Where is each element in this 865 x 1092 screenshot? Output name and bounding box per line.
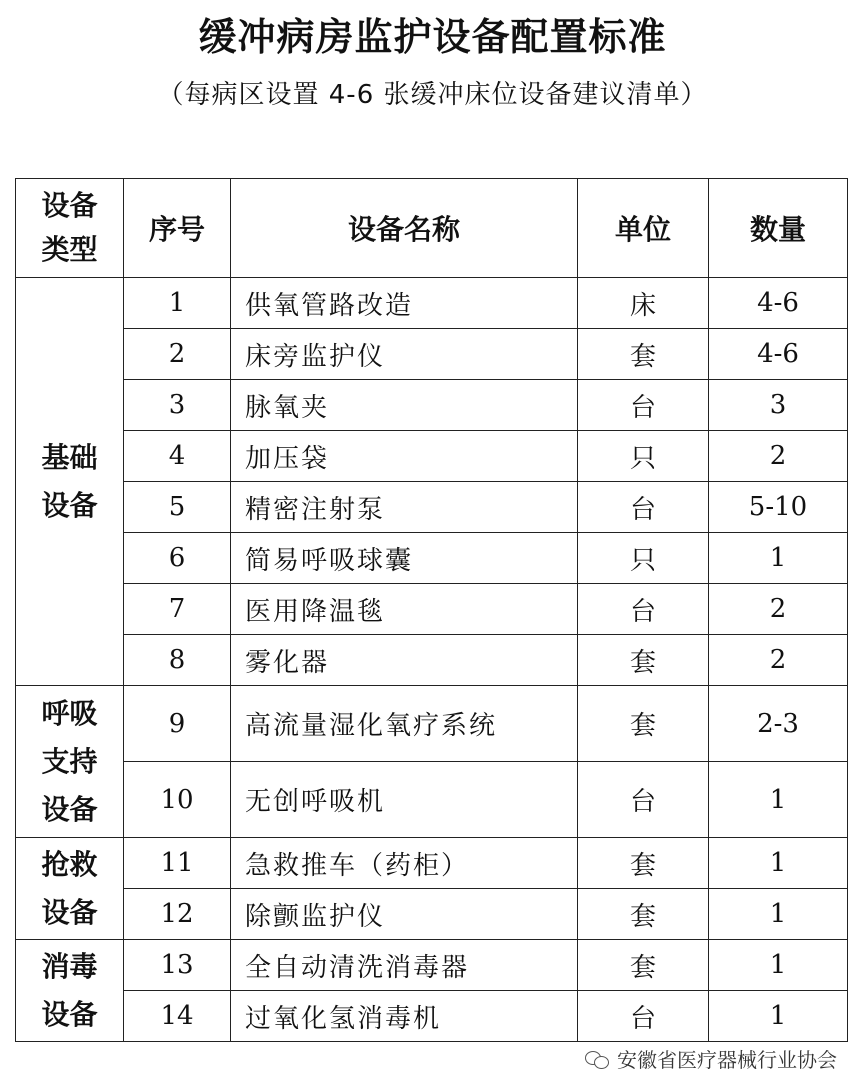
cell-unit: 台 [578, 482, 709, 533]
cell-unit: 套 [578, 329, 709, 380]
cell-qty: 2-3 [709, 686, 848, 762]
cell-name: 供氧管路改造 [231, 278, 578, 329]
cell-qty: 1 [709, 533, 848, 584]
header-type-line1: 设备 [41, 189, 98, 222]
category-label: 支持 [41, 744, 98, 778]
watermark [585, 1044, 837, 1073]
cell-seq: 13 [124, 940, 231, 991]
cell-qty: 1 [709, 940, 848, 991]
category-rescue [16, 838, 124, 940]
cell-name: 急救推车（药柜） [231, 838, 578, 889]
cell-unit: 套 [578, 635, 709, 686]
cell-qty: 4-6 [709, 329, 848, 380]
table-row [16, 838, 848, 889]
cell-name: 简易呼吸球囊 [231, 533, 578, 584]
cell-seq: 14 [124, 991, 231, 1042]
cell-name: 过氧化氢消毒机 [231, 991, 578, 1042]
cell-seq: 2 [124, 329, 231, 380]
cell-qty: 2 [709, 431, 848, 482]
header-unit: 单位 [578, 179, 709, 278]
table-row [16, 329, 848, 380]
category-label: 设备 [41, 488, 98, 522]
cell-unit: 套 [578, 889, 709, 940]
cell-qty: 3 [709, 380, 848, 431]
cell-name: 脉氧夹 [231, 380, 578, 431]
cell-unit: 套 [578, 686, 709, 762]
header-type-line2: 类型 [41, 233, 98, 266]
cell-qty: 1 [709, 762, 848, 838]
cell-unit: 台 [578, 380, 709, 431]
category-label: 基础 [41, 440, 98, 474]
table-row [16, 991, 848, 1042]
category-respiratory [16, 686, 124, 838]
cell-qty: 2 [709, 584, 848, 635]
cell-qty: 5-10 [709, 482, 848, 533]
cell-unit: 台 [578, 991, 709, 1042]
table-row [16, 584, 848, 635]
category-label: 消毒 [41, 949, 98, 983]
wechat-icon [585, 1049, 611, 1069]
category-label: 设备 [41, 997, 98, 1031]
table-row [16, 380, 848, 431]
category-label: 抢救 [41, 847, 98, 881]
cell-unit: 套 [578, 838, 709, 889]
table-row [16, 889, 848, 940]
table-row [16, 278, 848, 329]
category-label: 设备 [41, 895, 98, 929]
cell-qty: 2 [709, 635, 848, 686]
cell-unit: 只 [578, 533, 709, 584]
cell-name: 雾化器 [231, 635, 578, 686]
cell-seq: 4 [124, 431, 231, 482]
cell-seq: 12 [124, 889, 231, 940]
cell-seq: 11 [124, 838, 231, 889]
cell-seq: 9 [124, 686, 231, 762]
cell-name: 加压袋 [231, 431, 578, 482]
header-qty: 数量 [709, 179, 848, 278]
cell-unit: 套 [578, 940, 709, 991]
page-title: 缓冲病房监护设备配置标准 [198, 15, 667, 59]
watermark-text: 安徽省医疗器械行业协会 [617, 1048, 837, 1072]
header-type [16, 179, 124, 278]
cell-qty: 1 [709, 889, 848, 940]
table-row [16, 762, 848, 838]
cell-unit: 只 [578, 431, 709, 482]
cell-seq: 3 [124, 380, 231, 431]
cell-name: 床旁监护仪 [231, 329, 578, 380]
table-header-row [16, 179, 848, 278]
cell-seq: 10 [124, 762, 231, 838]
table-row [16, 533, 848, 584]
cell-unit: 床 [578, 278, 709, 329]
header-name: 设备名称 [231, 179, 578, 278]
cell-seq: 7 [124, 584, 231, 635]
cell-name: 精密注射泵 [231, 482, 578, 533]
cell-qty: 1 [709, 838, 848, 889]
cell-unit: 台 [578, 584, 709, 635]
equipment-table [15, 178, 848, 1042]
cell-name: 医用降温毯 [231, 584, 578, 635]
page-subtitle: （每病区设置 4-6 张缓冲床位设备建议清单） [157, 80, 708, 110]
cell-seq: 8 [124, 635, 231, 686]
category-basic [16, 278, 124, 686]
table-row [16, 940, 848, 991]
category-label: 设备 [41, 792, 98, 826]
header-seq: 序号 [124, 179, 231, 278]
cell-qty: 4-6 [709, 278, 848, 329]
table-row [16, 635, 848, 686]
cell-seq: 1 [124, 278, 231, 329]
cell-seq: 5 [124, 482, 231, 533]
cell-qty: 1 [709, 991, 848, 1042]
table-row [16, 686, 848, 762]
cell-name: 除颤监护仪 [231, 889, 578, 940]
table-row [16, 431, 848, 482]
cell-name: 无创呼吸机 [231, 762, 578, 838]
cell-name: 高流量湿化氧疗系统 [231, 686, 578, 762]
category-label: 呼吸 [41, 696, 98, 730]
cell-unit: 台 [578, 762, 709, 838]
cell-name: 全自动清洗消毒器 [231, 940, 578, 991]
category-disinfection [16, 940, 124, 1042]
table-row [16, 482, 848, 533]
cell-seq: 6 [124, 533, 231, 584]
